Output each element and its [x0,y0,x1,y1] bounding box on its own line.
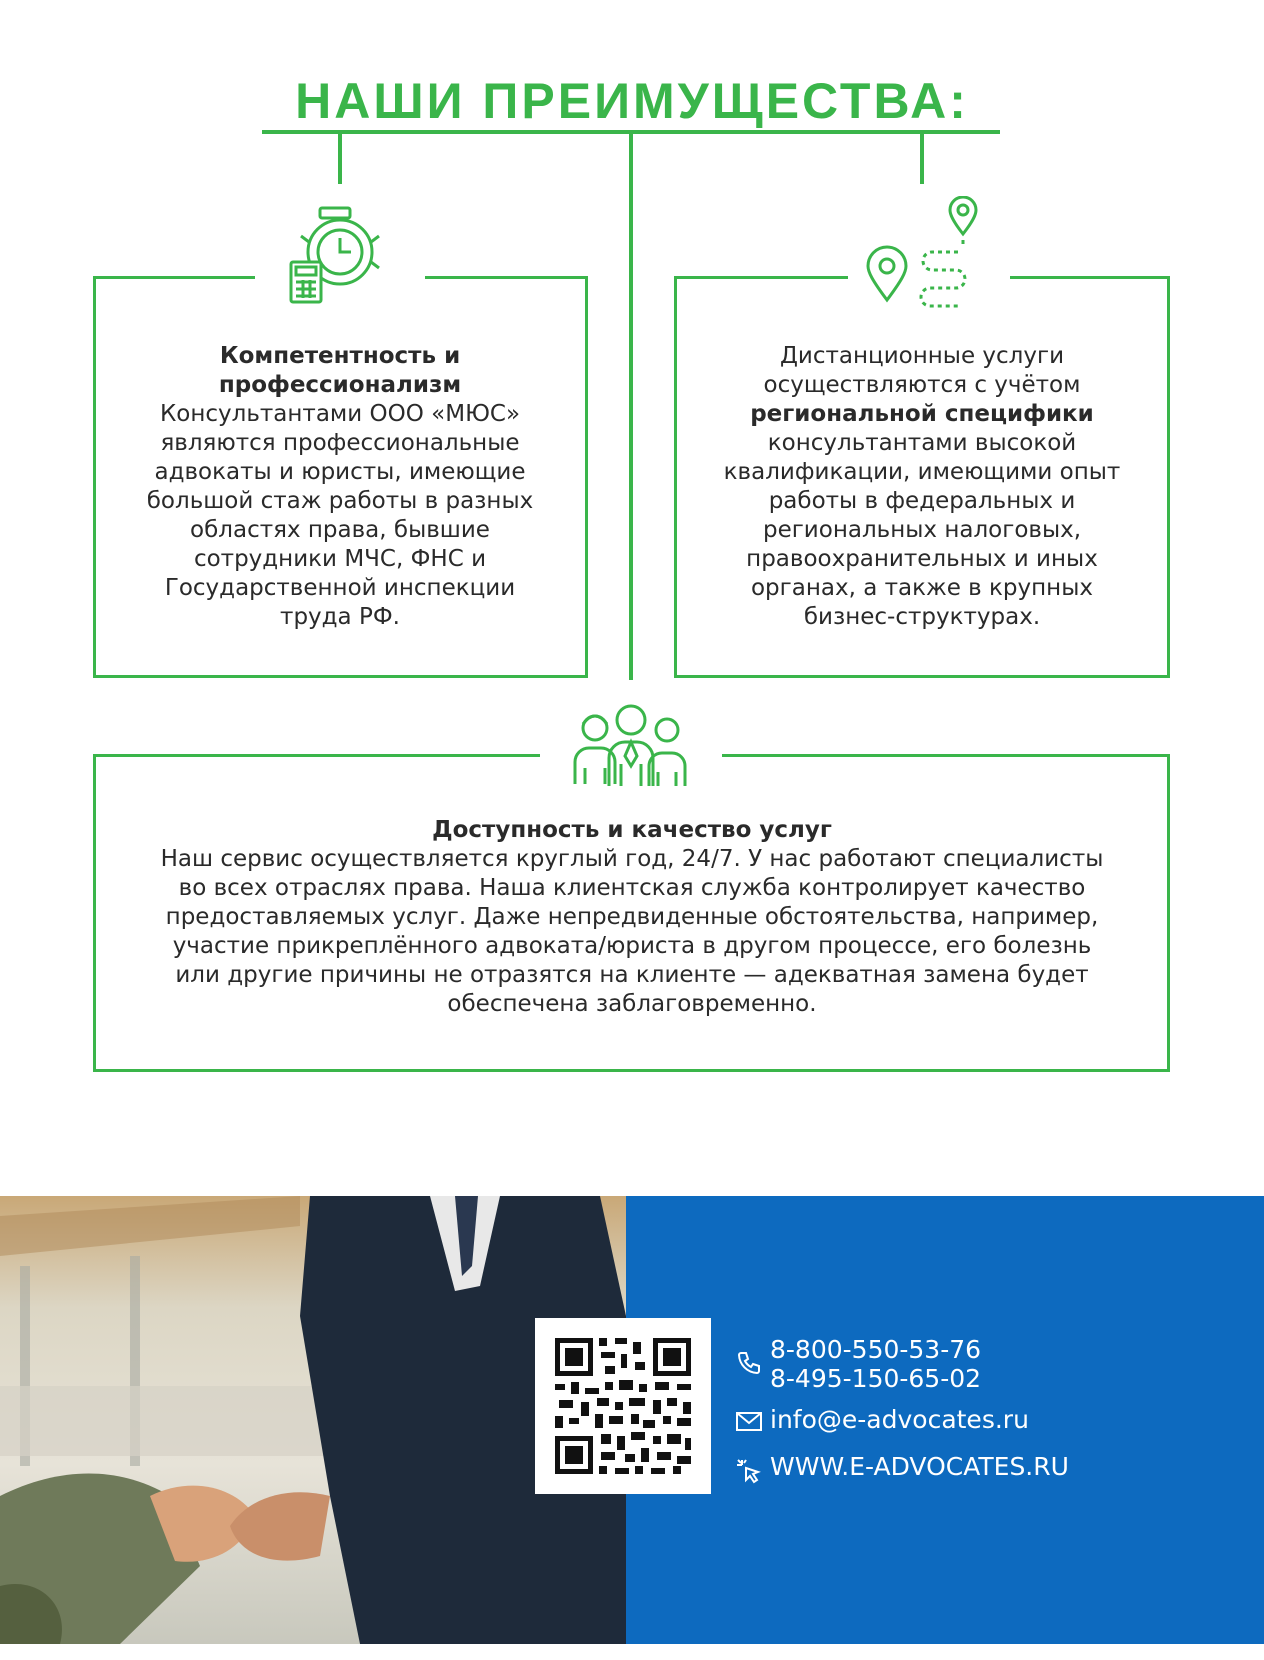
card1-heading-line1: Компетентность и [219,343,461,369]
mail-icon [736,1411,762,1437]
card3-line: обеспечена заблаговременно. [447,991,817,1017]
card3-line: во всех отраслях права. Наша клиентская служба контролирует качество [178,875,1086,901]
email-link[interactable]: info@e-advocates.ru [770,1405,1029,1434]
card2-line: квалификации, имеющими опыт [723,459,1121,485]
card3-line: участие прикреплённого адвоката/юриста в другом процессе, его болезнь [172,933,1092,959]
website-link[interactable]: WWW.E-ADVOCATES.RU [770,1452,1069,1481]
card2-line1: Дистанционные услуги [779,343,1065,369]
card1-line: большой стаж работы в разных [146,488,534,514]
card1-heading-line2: профессионализм [218,372,462,398]
card1-text [110,342,570,632]
web-cursor-icon [736,1458,762,1488]
center-connector-line [629,134,633,680]
qr-code-image [535,1318,711,1494]
card3-heading: Доступность и качество услуг [432,817,832,843]
card1-line: являются профессиональные [160,430,520,456]
card2-line2: осуществляются с учётом [763,372,1081,398]
stopwatch-calculator-icon [285,200,395,310]
handshake-photo [0,1196,626,1644]
card3-line: Наш сервис осуществляется круглый год, 24/7. У нас работают специалисты [160,846,1104,872]
card3-line: предоставляемых услуг. Даже непредвиденные обстоятельства, например, [165,904,1099,930]
card2-text [690,342,1154,632]
card1-line: адвокаты и юристы, имеющие [154,459,526,485]
card2-line: органах, а также в крупных [750,575,1093,601]
card2-line: бизнес-структурах. [803,604,1041,630]
team-icon [565,700,697,790]
card3-text [110,816,1154,1019]
card1-line: областях права, бывшие [190,517,490,543]
page-title: НАШИ ПРЕИМУЩЕСТВА: [295,73,969,129]
phone-1[interactable]: 8-800-550-53-76 [770,1335,982,1364]
phone-2[interactable]: 8-495-150-65-02 [770,1364,982,1393]
phone-icon [736,1350,762,1380]
card2-line: работы в федеральных и [768,488,1076,514]
left-connector-line [338,134,342,184]
card2-line: правоохранительных и иных [746,546,1098,572]
card1-line: сотрудники МЧС, ФНС и [193,546,487,572]
card2-bold-line: региональной специфики [750,401,1094,427]
right-connector-line [920,134,924,184]
card3-line: или другие причины не отразятся на клиенте — адекватная замена будет [175,962,1089,988]
card1-line: труда РФ. [280,604,400,630]
card1-line: Государственной инспекции [164,575,516,601]
card2-line: консультантами высокой [767,430,1077,456]
card2-line: региональных налоговых, [762,517,1082,543]
qr-code[interactable] [535,1318,711,1494]
map-route-icon [860,196,990,311]
card1-line: Консультантами ООО «МЮС» [159,401,521,427]
